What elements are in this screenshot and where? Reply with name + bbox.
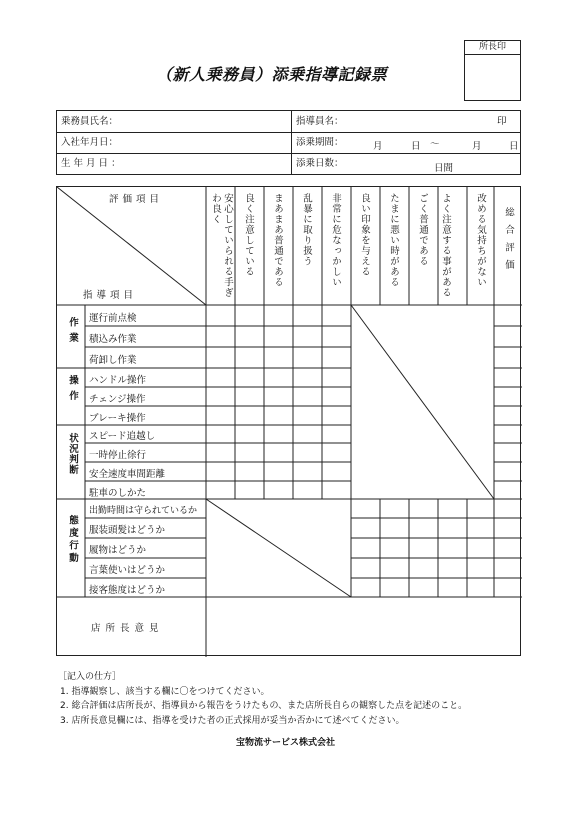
info-row-1 bbox=[57, 111, 520, 133]
item-language: 言葉使いはどうか bbox=[89, 565, 166, 576]
company-name: 宝物流サービス株式会社 bbox=[236, 738, 336, 748]
period-field[interactable] bbox=[292, 132, 372, 153]
instructor-label: 指導員名： bbox=[296, 116, 344, 127]
days-unit: 日間 bbox=[434, 163, 454, 174]
info-row-2 bbox=[57, 132, 520, 154]
instructor-field[interactable] bbox=[292, 111, 520, 132]
col-header-4: 乱暴に取り扱う bbox=[301, 193, 312, 267]
evaluation-table bbox=[56, 186, 521, 656]
col-header-1: 安心していられる手ぎわ良く bbox=[210, 193, 233, 298]
instruction-3: 3. 店所長意見欄には、指導を受けた者の正式採用が妥当か否かにて述べてください。 bbox=[60, 715, 405, 726]
manager-opinion-field[interactable] bbox=[207, 598, 520, 655]
col-header-8: ごく普通である bbox=[417, 193, 428, 267]
stamp-box bbox=[464, 40, 521, 101]
hire-date-label: 入社年月日： bbox=[61, 137, 119, 148]
item-footwear: 履物はどうか bbox=[89, 545, 147, 556]
item-steering: ハンドル操作 bbox=[89, 375, 147, 386]
period-day-1: 日 bbox=[411, 141, 421, 152]
category-work: 作業 bbox=[67, 317, 78, 348]
birth-date-label: 生 年 月 日 ： bbox=[61, 158, 121, 169]
col-header-10: 改める気持ちがない bbox=[475, 193, 486, 288]
header-eval-label: 評価項目 bbox=[109, 194, 164, 205]
stamp-label: 所長印 bbox=[465, 41, 520, 55]
category-operation: 操作 bbox=[67, 375, 78, 406]
col-header-5: 非常に危なっかしい bbox=[330, 193, 341, 288]
days-field[interactable] bbox=[292, 153, 412, 174]
item-safe-distance: 安全速度車間距離 bbox=[89, 469, 166, 480]
instruction-1: 1. 指導観察し、該当する欄に〇をつけてください。 bbox=[60, 686, 270, 697]
crew-name-label: 乗務員氏名： bbox=[61, 116, 119, 127]
category-judgment: 状況判断 bbox=[67, 433, 78, 475]
item-gear-change: チェンジ操作 bbox=[89, 394, 146, 405]
period-tilde: ～ bbox=[430, 139, 440, 150]
manager-opinion-label: 店所長意見 bbox=[91, 623, 164, 634]
col-header-2: 良く注意している bbox=[243, 193, 254, 277]
item-braking: ブレーキ操作 bbox=[89, 413, 146, 424]
category-attitude: 態度行動 bbox=[67, 515, 78, 565]
crew-name-field[interactable] bbox=[57, 111, 292, 132]
birth-date-field[interactable] bbox=[57, 153, 292, 174]
page-title: （新人乗務員）添乗指導記録票 bbox=[156, 65, 388, 84]
info-row-3 bbox=[57, 153, 520, 174]
info-block bbox=[56, 110, 521, 175]
period-month-2: 月 bbox=[472, 141, 482, 152]
period-label: 添乗期間： bbox=[296, 137, 344, 148]
instructions bbox=[58, 670, 467, 728]
period-month-1: 月 bbox=[373, 141, 383, 152]
item-unloading: 荷卸し作業 bbox=[89, 355, 137, 366]
item-stop-slow: 一時停止徐行 bbox=[89, 450, 147, 461]
header-guide-label: 指導項目 bbox=[83, 290, 138, 301]
item-customer-service: 接客態度はどうか bbox=[89, 585, 166, 596]
item-appearance: 服装頭髪はどうか bbox=[89, 525, 166, 536]
hire-date-field[interactable] bbox=[57, 132, 292, 153]
item-parking: 駐車のしかた bbox=[89, 488, 147, 499]
seal-mark: 印 bbox=[497, 116, 507, 127]
item-punctuality: 出勤時間は守られているか bbox=[89, 506, 198, 516]
col-header-7: たまに悪い時がある bbox=[388, 193, 399, 288]
instruction-2: 2. 総合評価は店所長が、指導員から報告をうけたもの、また店所長自らの観察した点を記述のこと。 bbox=[60, 701, 468, 711]
item-pretrip-check: 運行前点検 bbox=[89, 313, 137, 324]
col-header-3: まあまあ普通である bbox=[272, 193, 283, 288]
days-label: 添乗日数： bbox=[296, 158, 344, 169]
period-day-2: 日 bbox=[509, 141, 519, 152]
col-header-11: 総合評価 bbox=[503, 207, 514, 277]
col-header-9: よく注意する事がある bbox=[440, 193, 451, 298]
item-loading: 積込み作業 bbox=[89, 334, 137, 345]
item-speed-passing: スピード追越し bbox=[89, 431, 156, 442]
instructions-heading: ［記入の仕方］ bbox=[58, 672, 122, 682]
col-header-6: 良い印象を与える bbox=[359, 193, 370, 277]
